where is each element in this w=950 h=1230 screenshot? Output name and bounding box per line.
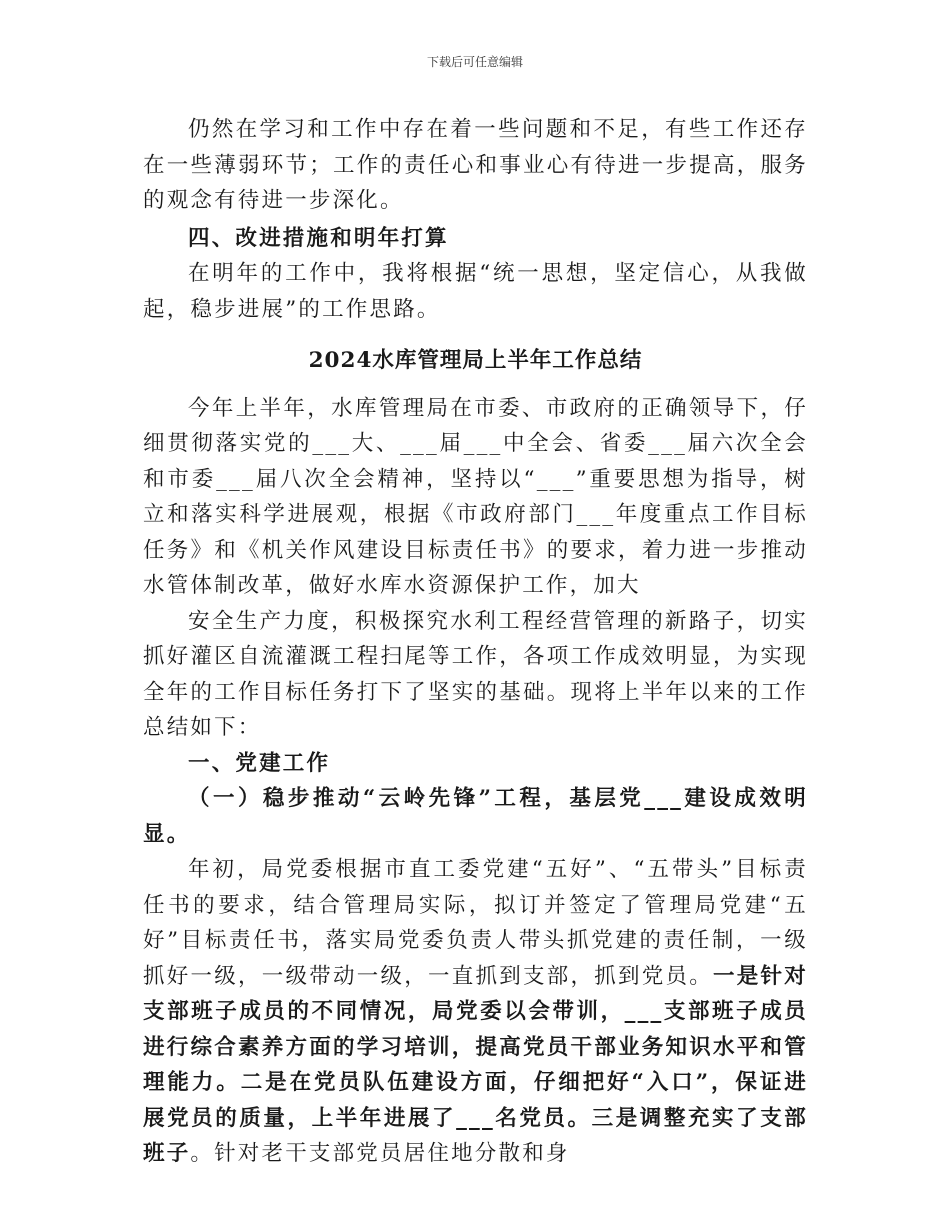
section-heading-party-building: 一、党建工作 (188, 750, 331, 776)
document-title: 2024水库管理局上半年工作总结 (308, 348, 643, 373)
subsection-heading-yunling: （一）稳步推动“云岭先锋”工程，基层党___建设成效明显。 (143, 786, 808, 847)
paragraph-party-building-normal: 年初，局党委根据市直工委党建“五好”、“五带头”目标责任书的要求，结合管理局实际，拟订并签定了管理局党建“五好”目标责任书，落实局党委负责人带头抓党建的责任制，一级抓好一级，一级带动一级，一直抓到支部，抓到党员。 (143, 857, 808, 989)
page-header-note: 下载后可任意编辑 (426, 55, 523, 69)
paragraph-party-building (143, 852, 808, 1172)
paragraph-shortcomings: 仍然在学习和工作中存在着一些问题和不足，有些工作还存在一些薄弱环节；工作的责任心和事业心有待进一步提高，服务的观念有待进一步深化。 (143, 117, 808, 213)
section-heading-improvement: 四、改进措施和明年打算 (188, 225, 449, 251)
paragraph-party-building-tail: 。针对老干支部党员居住地分散和身 (190, 1141, 570, 1166)
paragraph-intro-continued: 安全生产力度，积极探究水利工程经营管理的新路子，切实抓好灌区自流灌溉工程扫尾等工作，各项工作成效明显，为实现全年的工作目标任务打下了坚实的基础。现将上半年以来的工作总结如下： (143, 608, 808, 740)
paragraph-party-building-bold: 一是针对支部班子成员的不同情况，局党委以会带训，___支部班子成员进行综合素养方面的学习培训，提高党员干部业务知识水平和管理能力。二是在党员队伍建设方面，仔细把好“入口”，保证进展党员的质量，上半年进展了___名党员。三是调整充实了支部班子 (143, 963, 808, 1166)
paragraph-intro: 今年上半年，水库管理局在市委、市政府的正确领导下，仔细贯彻落实党的___大、___届___中全会、省委___届六次全会和市委___届八次全会精神，坚持以“___”重要思想为指导，树立和落实科学进展观，根据《市政府部门___年度重点工作目标任务》和《机关作风建设目标责任书》的要求，着力进一步推动水管体制改革，做好水库水资源保护工作，加大 (143, 395, 808, 598)
document-body (143, 112, 808, 1172)
paragraph-next-year: 在明年的工作中，我将根据“统一思想，坚定信心，从我做起，稳步进展”的工作思路。 (143, 261, 808, 322)
